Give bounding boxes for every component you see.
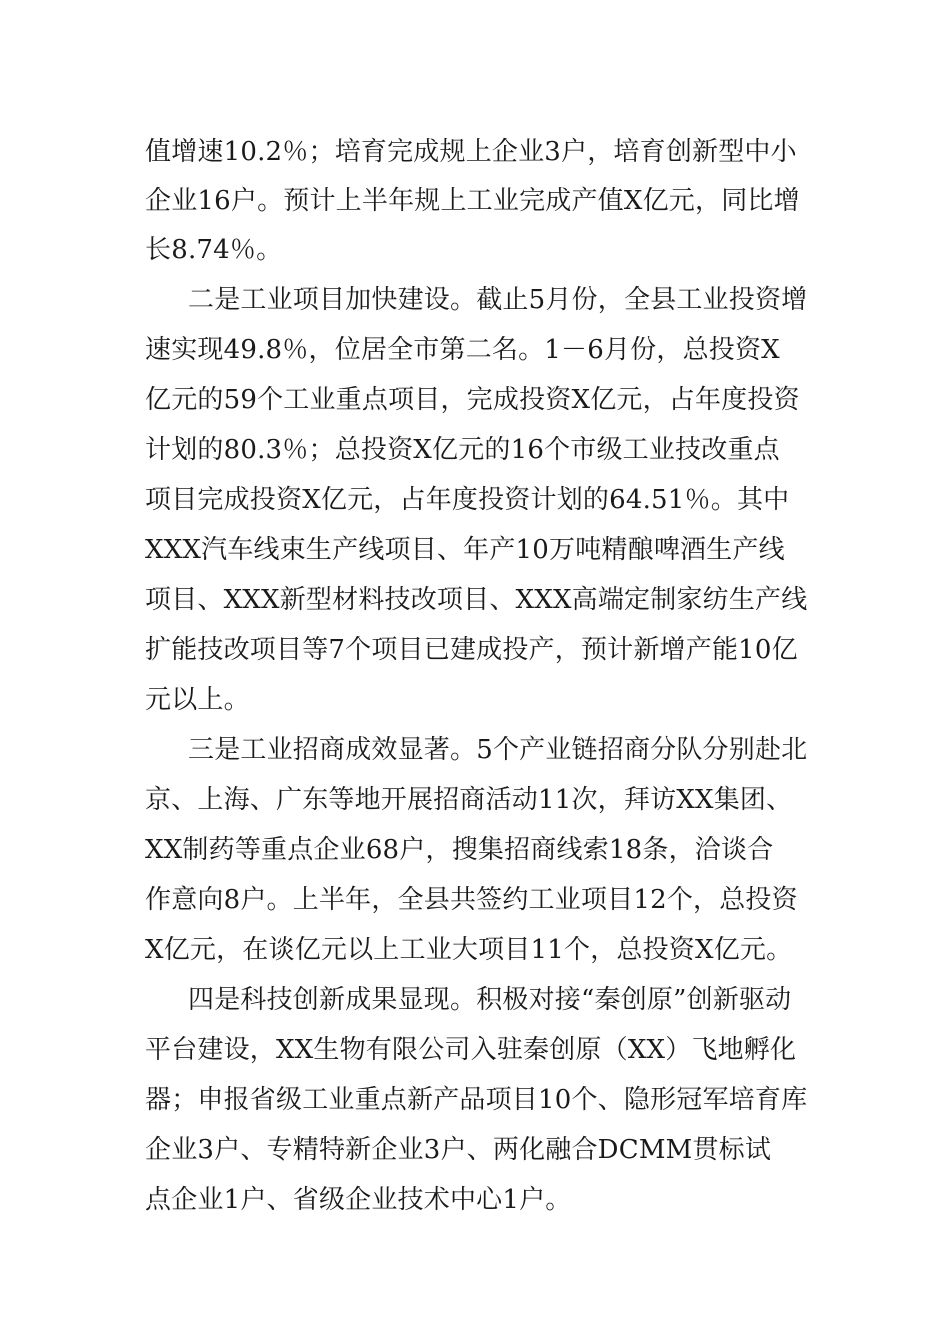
text-line: 企业3户、专精特新企业3户、两化融合DCMM贯标试 xyxy=(145,1135,772,1165)
text-line: 平台建设，XX生物有限公司入驻秦创原（XX）飞地孵化 xyxy=(145,1035,797,1065)
text-line: 作意向8户。上半年，全县共签约工业项目12个，总投资 xyxy=(145,885,798,915)
text-line: XX制药等重点企业68户，搜集招商线索18条，洽谈合 xyxy=(145,835,774,865)
paragraph-start-line: 四是科技创新成果显现。积极对接“秦创原”创新驱动 xyxy=(188,985,792,1015)
paragraph-start-line: 二是工业项目加快建设。截止5月份，全县工业投资增 xyxy=(188,285,808,315)
paragraph-start-line: 三是工业招商成效显著。5个产业链招商分队分别赴北 xyxy=(188,735,808,765)
text-line: 元以上。 xyxy=(145,685,250,715)
text-line: 速实现49.8％，位居全市第二名。1－6月份，总投资X xyxy=(145,335,780,365)
text-line: 长8.74％。 xyxy=(145,235,283,265)
text-line: 器；申报省级工业重点新产品项目10个、隐形冠军培育库 xyxy=(145,1085,808,1115)
text-line: X亿元，在谈亿元以上工业大项目11个，总投资X亿元。 xyxy=(145,935,793,965)
text-line: 京、上海、广东等地开展招商活动11次，拜访XX集团、 xyxy=(145,785,793,815)
text-line: 企业16户。预计上半年规上工业完成产值X亿元，同比增 xyxy=(145,186,800,216)
text-line: 值增速10.2％；培育完成规上企业3户，培育创新型中小 xyxy=(145,137,797,167)
text-line: 项目、XXX新型材料技改项目、XXX高端定制家纺生产线 xyxy=(145,585,808,615)
text-line: 项目完成投资X亿元，占年度投资计划的64.51％。其中 xyxy=(145,485,790,515)
text-line: 计划的80.3％；总投资X亿元的16个市级工业技改重点 xyxy=(145,435,780,465)
text-line: XXX汽车线束生产线项目、年产10万吨精酿啤酒生产线 xyxy=(145,535,785,565)
text-line: 扩能技改项目等7个项目已建成投产，预计新增产能10亿 xyxy=(145,635,798,665)
text-line: 点企业1户、省级企业技术中心1户。 xyxy=(145,1185,572,1215)
text-line: 亿元的59个工业重点项目，完成投资X亿元，占年度投资 xyxy=(145,385,800,415)
